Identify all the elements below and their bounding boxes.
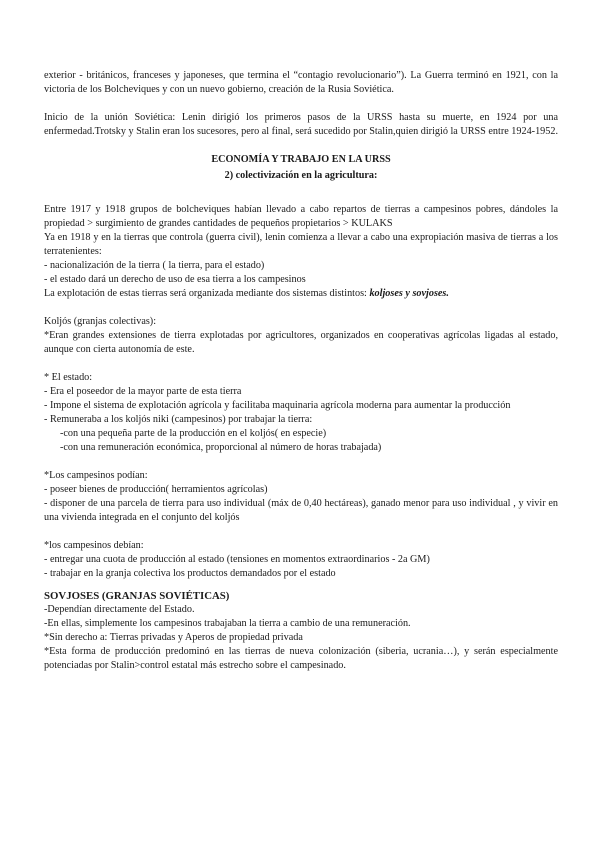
- list-item: *Sin derecho a: Tierras privadas y Aperos de propiedad privada: [44, 632, 303, 643]
- koljos-description: *Eran grandes extensiones de tierra explotadas por agricultores, organizados en cooperativas agrícolas ligadas al estado, aunque con cierta autonomía de este.: [44, 330, 558, 355]
- debian-heading: *los campesinos debían:: [44, 540, 144, 551]
- list-item: - Impone el sistema de explotación agrícola y facilitaba maquinaria agrícola moderna para aumentar la producción: [44, 400, 511, 411]
- estado-heading: * El estado:: [44, 372, 93, 383]
- lenin-paragraph: Ya en 1918 y en la tierras que controla (guerra civil), lenin comienza a llevar a cabo una expropiación masiva de tierras a los terratenientes:: [44, 232, 558, 257]
- list-item: - trabajar en la granja colectiva los productos demandados por el estado: [44, 568, 336, 579]
- list-item: - nacionalización de la tierra ( la tierra, para el estado): [44, 260, 265, 271]
- systems-bold: koljoses y sovjoses.: [369, 288, 449, 299]
- document-body: [44, 69, 558, 673]
- koljos-heading: Koljós (granjas colectivas):: [44, 316, 157, 327]
- intro-paragraph: exterior - británicos, franceses y japoneses, que termina el “contagio revolucionario”). La Guerra terminó en 1921, con la victoria de los Bolcheviques y con un nuevo gobierno, creación de la Rusia Soviética.: [44, 70, 558, 95]
- list-item: -Dependían directamente del Estado.: [44, 604, 195, 615]
- kulaks-paragraph: Entre 1917 y 1918 grupos de bolcheviques habían llevado a cabo repartos de tierras a campesinos pobres, dándoles la propiedad > surgimiento de grandes cantidades de pequeños propietarios > KULAKS: [44, 204, 558, 229]
- podian-heading: *Los campesinos podían:: [44, 470, 148, 481]
- list-item: - entregar una cuota de producción al estado (tensiones en momentos extraordinarios - 2a GM): [44, 554, 430, 565]
- list-item: *Esta forma de producción predominó en las tierras de nueva colonización (siberia, ucrania…), y serán especialmente potenciadas por Stalin>control estatal más estrecho sobre el campesinado.: [44, 646, 558, 671]
- section-subtitle: 2) colectivización en la agricultura:: [224, 170, 378, 181]
- sub-list-item: -con una pequeña parte de la producción en el koljós( en especie): [60, 428, 327, 439]
- sovjoses-heading: SOVJOSES (GRANJAS SOVIÉTICAS): [44, 590, 230, 602]
- list-item: - el estado dará un derecho de uso de esa tierra a los campesinos: [44, 274, 306, 285]
- list-item: -En ellas, simplemente los campesinos trabajaban la tierra a cambio de una remuneración.: [44, 618, 411, 629]
- section-title: ECONOMÍA Y TRABAJO EN LA URSS: [211, 154, 391, 165]
- list-item: - disponer de una parcela de tierra para uso individual (máx de 0,40 hectáreas), ganado menor para uso individual , y vivir en una vivienda integrada en el conjunto del koljós: [44, 498, 558, 523]
- systems-text: La explotación de estas tierras será organizada mediante dos sistemas distintos:: [44, 288, 370, 299]
- sub-list-item: -con una remuneración económica, proporcional al número de horas trabajada): [60, 442, 382, 453]
- union-paragraph: Inicio de la unión Soviética: Lenin dirigió los primeros pasos de la URSS hasta su muerte, en 1924 por una enfermedad.Trotsky y Stalin eran los sucesores, pero al final, será sucedido por Stalin,quien dirigió la URSS entre 1924-1952.: [44, 112, 558, 137]
- systems-paragraph: [44, 287, 558, 301]
- list-item: - Remuneraba a los koljós niki (campesinos) por trabajar la tierra:: [44, 414, 313, 425]
- list-item: - Era el poseedor de la mayor parte de esta tierra: [44, 386, 242, 397]
- list-item: - poseer bienes de producción( herramientos agrícolas): [44, 484, 268, 495]
